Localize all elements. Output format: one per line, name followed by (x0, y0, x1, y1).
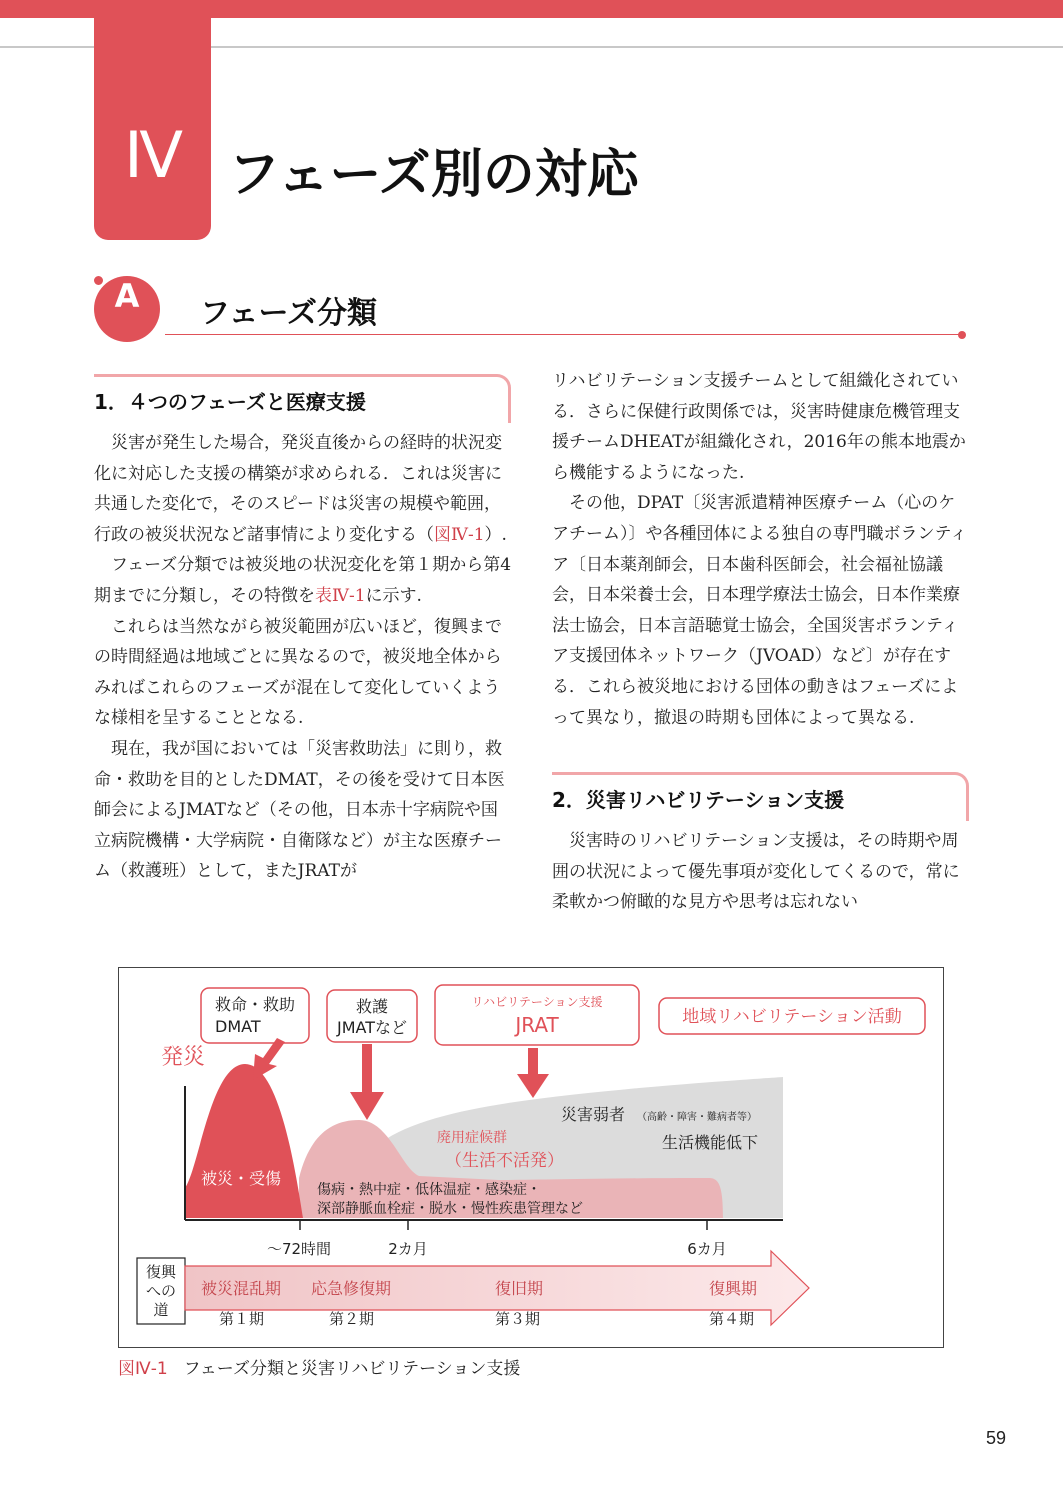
label-hisai: 被災・受傷 (201, 1169, 282, 1188)
period-4-label: 第４期 (709, 1310, 755, 1328)
subsection-1-title: 1．４つのフェーズと医療支援 (94, 390, 366, 414)
arrow-jmat-shaft (362, 1044, 372, 1094)
period-2-label: 第２期 (329, 1310, 375, 1328)
tick-label-72h: 〜72時間 (266, 1240, 332, 1258)
figure-caption-text: フェーズ分類と災害リハビリテーション支援 (183, 1359, 521, 1379)
section-rule (165, 334, 962, 335)
section-title: フェーズ分類 (200, 296, 377, 331)
label-jakusha: 災害弱者 (561, 1105, 626, 1124)
paragraph (94, 550, 512, 611)
period-3-label: 第３期 (495, 1310, 541, 1328)
top-accent-bar (0, 0, 1063, 18)
label-seikatsu: （生活不活発） (445, 1151, 564, 1171)
arrow-jrat-shaft (528, 1048, 538, 1076)
paragraph: これらは当然ながら被災範囲が広いほど，復興までの時間経過は地域ごとに異なるので，被災地全体からみればこれらのフェーズが混在して変化していくような様相を呈することとなる. (94, 616, 502, 729)
text: に示す. (365, 585, 422, 606)
paragraph: 現在，我が国においては「災害救助法」に則り，救命・救助を目的としたDMAT，その後を受けて日本医師会によるJMATなど（その他，日本赤十字病院や国立病院機構・大学病院・自衛隊など）が主な医療チーム（救護班）として，またJRATが (94, 738, 505, 882)
box-dmat-line1: 救命・救助 (214, 995, 296, 1014)
arrow-dmat (253, 1038, 285, 1080)
arrow-jmat-head (350, 1092, 384, 1120)
figure-frame (118, 967, 944, 1348)
paragraph: その他，DPAT〔災害派遣精神医療チーム（心のケアチーム）〕や各種団体による独自の専門職ボランティア〔日本薬剤師会，日本歯科医師会，社会福祉協議会，日本栄養士会，日本理学療法士協会，日本作業療法士協会，日本言語聴覚士協会，全国災害ボランティア支援団体ネットワーク（JVOAD）など〕が存在する．これら被災地における団体の動きはフェーズによって異なり，撤退の時期も団体によって異なる. (552, 493, 968, 728)
period-1-label: 第１期 (219, 1310, 265, 1328)
right-column-top (552, 366, 970, 733)
label-shobyo-1: 傷病・熱中症・低体温症・感染症・ (317, 1182, 541, 1198)
figure-ref-link[interactable]: 図Ⅳ-1 (434, 524, 485, 545)
paragraph: 災害時のリハビリテーション支援は，その時期や周囲の状況によって優先事項が変化してくるので，常に柔軟かつ俯瞰的な見方や思考は忘れない (552, 831, 960, 913)
label-jakusha-note: （高齢・障害・難病者等） (637, 1112, 757, 1123)
page-number: 59 (986, 1428, 1007, 1448)
section-rule-dot (958, 331, 966, 339)
box-community-label: 地域リハビリテーション活動 (682, 1007, 902, 1027)
chapter-number: Ⅳ (123, 119, 182, 191)
section-badge: A (94, 276, 160, 342)
table-ref-link[interactable]: 表Ⅳ-1 (315, 585, 366, 606)
box-dmat-line2: DMAT (215, 1017, 261, 1036)
section-badge-dot (92, 274, 105, 287)
road-label-2: への (145, 1282, 177, 1300)
arrow-jrat-head (517, 1074, 549, 1098)
tick-label-6m: 6カ月 (687, 1240, 727, 1258)
road-label-1: 復興 (145, 1263, 177, 1281)
box-jrat-line2: JRAT (515, 1013, 559, 1037)
phase-4-label: 復興期 (709, 1279, 758, 1298)
box-jrat-line1: リハビリテーション支援 (471, 995, 603, 1009)
left-column (94, 428, 512, 887)
label-shobyo-2: 深部静脈血栓症・脱水・慢性疾患管理など (317, 1201, 583, 1217)
text: ）. (484, 524, 507, 545)
chapter-title: フェーズ別の対応 (228, 145, 639, 205)
label-hassai: 発災 (161, 1045, 206, 1070)
right-column-bottom (552, 826, 970, 918)
phase-3-label: 復旧期 (495, 1279, 544, 1298)
phase-2-label: 応急修復期 (311, 1279, 392, 1298)
paragraph (94, 428, 512, 550)
figure-diagram (119, 968, 945, 1349)
peak-hill (185, 1064, 303, 1218)
box-jmat-line1: 救護 (355, 997, 389, 1016)
label-kino: 生活機能低下 (662, 1133, 759, 1152)
text: フェーズ分類では被災地の状況変化を第１期から第4期までに分類し，その特徴を (94, 555, 512, 606)
figure-caption (118, 1354, 520, 1379)
paragraph: リハビリテーション支援チームとして組織化されている．さらに保健行政関係では，災害時健康危機管理支援チームDHEATが組織化され，2016年の熊本地震から機能するようになった. (552, 371, 966, 483)
road-label-3: 道 (153, 1301, 169, 1319)
label-haiyo: 廃用症候群 (437, 1130, 507, 1146)
phase-1-label: 被災混乱期 (201, 1279, 282, 1298)
text: 災害が発生した場合，発災直後からの経時的状況変化に対応した支援の構築が求められる．これは災害に共通した変化で，そのスピードは災害の規模や範囲，行政の被災状況など諸事情により変化する（ (94, 433, 502, 545)
tick-label-2m: 2カ月 (388, 1240, 428, 1258)
subsection-2-title: 2．災害リハビリテーション支援 (552, 788, 845, 812)
figure-caption-number: 図Ⅳ-1 (118, 1359, 168, 1379)
box-jmat-line2: JMATなど (336, 1018, 408, 1037)
